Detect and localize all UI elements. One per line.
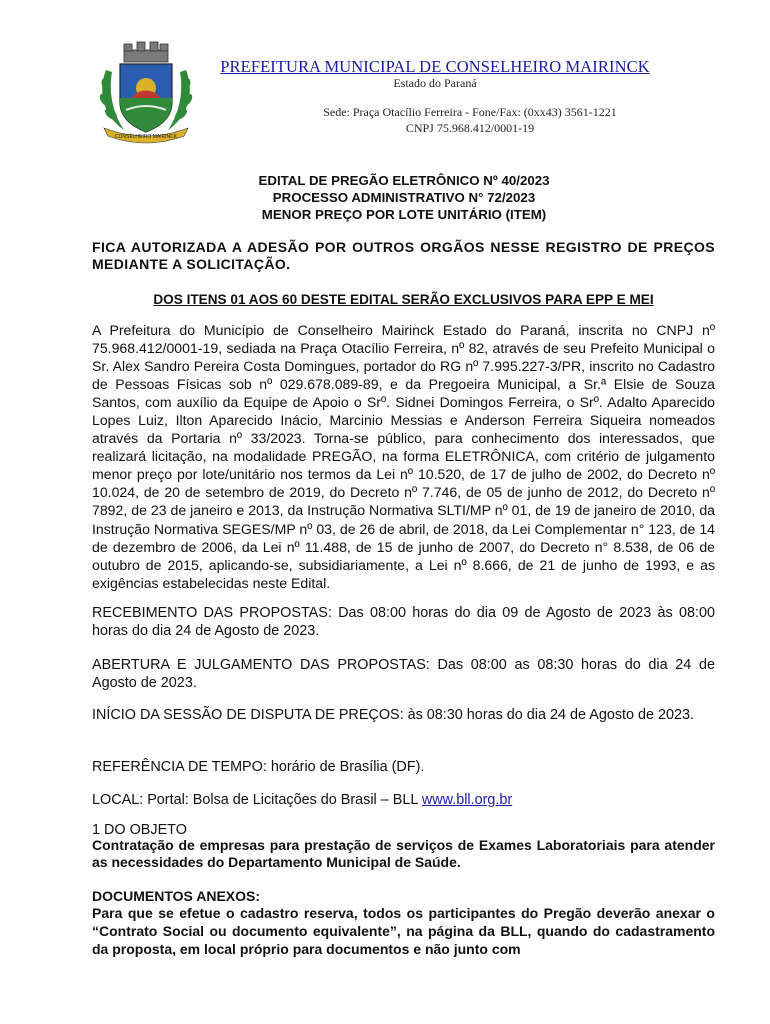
annex-description: Para que se efetue o cadastro reserva, todos os participantes do Pregão deverão anexar o “Contrato Social ou documento equivalente”, na página da BLL, quando do cadastramento da proposta, em local próprio para documentos e não junto com bbox=[92, 905, 715, 957]
municipal-crest-icon bbox=[96, 40, 196, 144]
municipality-title: PREFEITURA MUNICIPAL DE CONSELHEIRO MAIRINCK bbox=[220, 57, 650, 76]
local-line bbox=[92, 791, 715, 809]
local-label: LOCAL: Portal: Bolsa de Licitações do Brasil – BLL bbox=[92, 792, 422, 808]
bll-link[interactable]: www.bll.org.br bbox=[421, 792, 513, 808]
object-description: Contratação de empresas para prestação de serviços de Exames Laboratoriais para atender as necessidades do Departamento Municipal de Saúde. bbox=[92, 837, 715, 870]
proposal-receipt: RECEBIMENTO DAS PROPOSTAS: Das 08:00 horas do dia 09 de Agosto de 2023 às 08:00 horas do dia 24 de Agosto de 2023. bbox=[92, 605, 715, 639]
state-subtitle: Estado do Paraná bbox=[393, 76, 477, 90]
annex-heading: DOCUMENTOS ANEXOS: bbox=[92, 888, 261, 904]
adhesion-notice: FICA AUTORIZADA A ADESÃO POR OUTROS ORGÃOS NESSE REGISTRO DE PREÇOS MEDIANTE A SOLICITAÇÃO. bbox=[92, 239, 715, 272]
preamble-paragraph: A Prefeitura do Município de Conselheiro Mairinck Estado do Paraná, inscrita no CNPJ nº 75.968.412/0001-19, sediada na Praça Otacílio Ferreira, nº 82, através de seu Prefeito Municipal o Sr. Alex Sandro Pereira Costa Domingues, portador do RG nº 7.995.227-3/PR, inscrito no Cadastro de Pessoas Físicas sob nº 029.678.089-89, e da Pregoeira Municipal, a Sr.ª Elsie de Souza Santos, com auxílio da Equipe de Apoio o Srº. Sidnei Domingos Ferreira, o Srº. Adalto Aparecido Lopes Luiz, Ilton Aparecido Inácio, Marcinio Messias e Anderson Ferreira Siqueira nomeados através da Portaria nº 33/2023. Torna-se público, para conhecimento dos interessados, que realizará licitação, na modalidade PREGÃO, na forma ELETRÔNICA, com critério de julgamento menor preço por lote/unitário nos termos da Lei nº 10.520, de 17 de julho de 2002, do Decreto nº 10.024, de 20 de setembro de 2019, do Decreto nº 7.746, de 05 de junho de 2012, do Decreto nº 7892, de 23 de janeiro e 2013, da Instrução Normativa SLTI/MP nº 01, de 19 de janeiro de 2010, da Instrução Normativa SEGES/MP nº 03, de 26 de abril, de 2018, da Lei Complementar n° 123, de 14 de dezembro de 2006, da Lei nº 11.488, de 15 de junho de 2007, do Decreto n° 8.538, de 06 de outubro de 2015, aplicando-se, subsidiariamente, a Lei nº 8.666, de 21 de junho de 1993, e as exigências estabelecidas neste Edital. bbox=[92, 322, 715, 591]
process-number: PROCESSO ADMINISTRATIVO N° 72/2023 bbox=[272, 190, 536, 205]
exclusive-items-notice: DOS ITENS 01 AOS 60 DESTE EDITAL SERÃO EXCLUSIVOS PARA EPP E MEI bbox=[153, 292, 654, 307]
proposal-opening: ABERTURA E JULGAMENTO DAS PROPOSTAS: Das 08:00 as 08:30 horas do dia 24 de Agosto de 2023. bbox=[92, 657, 715, 691]
criteria-line: MENOR PREÇO POR LOTE UNITÁRIO (ITEM) bbox=[261, 207, 547, 222]
address-line: Sede: Praça Otacílio Ferreira - Fone/Fax: (0xx43) 3561-1221 bbox=[323, 105, 617, 119]
dispute-session: INÍCIO DA SESSÃO DE DISPUTA DE PREÇOS: às 08:30 horas do dia 24 de Agosto de 2023. bbox=[92, 707, 695, 723]
time-reference: REFERÊNCIA DE TEMPO: horário de Brasília (DF). bbox=[92, 759, 425, 775]
cnpj-line: CNPJ 75.968.412/0001-19 bbox=[405, 121, 535, 135]
svg-text:CONSELHEIRO MAIRINCK: CONSELHEIRO MAIRINCK bbox=[114, 134, 178, 140]
mural-crown bbox=[124, 42, 168, 62]
edital-title: EDITAL DE PREGÃO ELETRÔNICO Nº 40/2023 bbox=[258, 173, 550, 188]
object-heading: 1 DO OBJETO bbox=[92, 822, 187, 838]
